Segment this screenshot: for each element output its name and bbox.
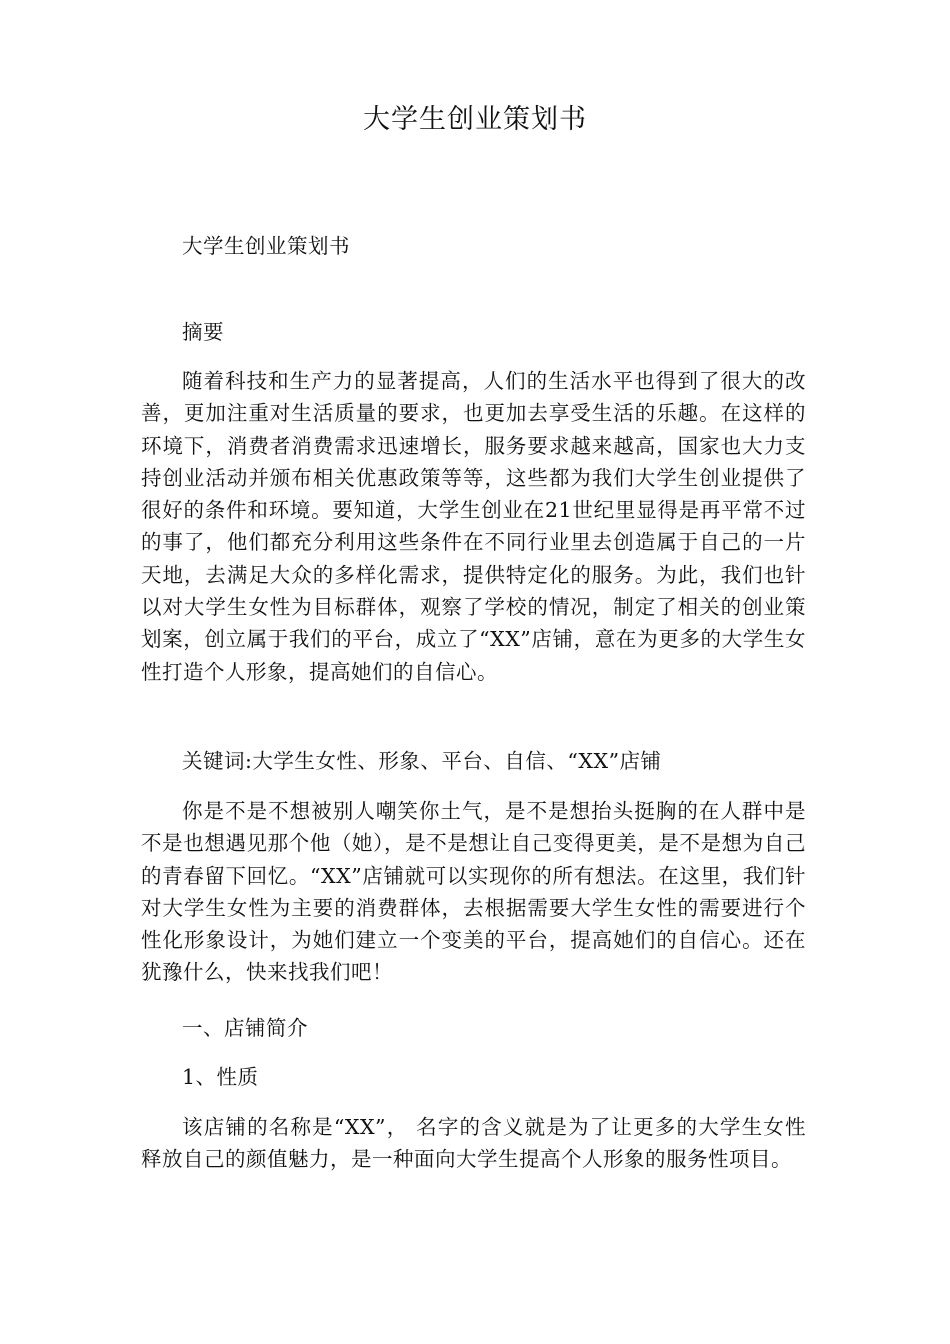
- section-heading-store-intro: 一、店铺简介: [182, 1016, 308, 1040]
- keywords-line: 关键词:大学生女性、形象、平台、自信、“XX”店铺: [182, 749, 662, 773]
- document-subtitle: 大学生创业策划书: [182, 234, 350, 258]
- nature-paragraph: 该店铺的名称是“XX”， 名字的含义就是为了让更多的大学生女性释放自己的颜值魅力，是一种面向大学生提高个人形象的服务性项目。: [141, 1115, 806, 1172]
- abstract-heading: 摘要: [182, 320, 224, 344]
- subsection-heading-nature: 1、性质: [182, 1065, 259, 1089]
- intro-paragraph: 你是不是不想被别人嘲笑你土气，是不是想抬头挺胸的在人群中是不是也想遇见那个他（她），是不是想让自己变得更美，是不是想为自己的青春留下回忆。“XX”店铺就可以实现你的所有想法。在这里，我们针对大学生女性为主要的消费群体，去根据需要大学生女性的需要进行个性化形象设计，为她们建立一个变美的平台，提高她们的自信心。还在犹豫什么，快来找我们吧！: [141, 799, 806, 985]
- abstract-paragraph: 随着科技和生产力的显著提高，人们的生活水平也得到了很大的改善，更加注重对生活质量的要求，也更加去享受生活的乐趣。在这样的环境下，消费者消费需求迅速增长，服务要求越来越高，国家也大力支持创业活动并颁布相关优惠政策等等，这些都为我们大学生创业提供了很好的条件和环境。要知道，大学生创业在21世纪里显得是再平常不过的事了，他们都充分利用这些条件在不同行业里去创造属于自己的一片天地，去满足大众的多样化需求，提供特定化的服务。为此，我们也针以对大学生女性为目标群体，观察了学校的情况，制定了相关的创业策划案，创立属于我们的平台，成立了“XX”店铺，意在为更多的大学生女性打造个人形象，提高她们的自信心。: [141, 369, 806, 684]
- document-title: 大学生创业策划书: [363, 104, 587, 135]
